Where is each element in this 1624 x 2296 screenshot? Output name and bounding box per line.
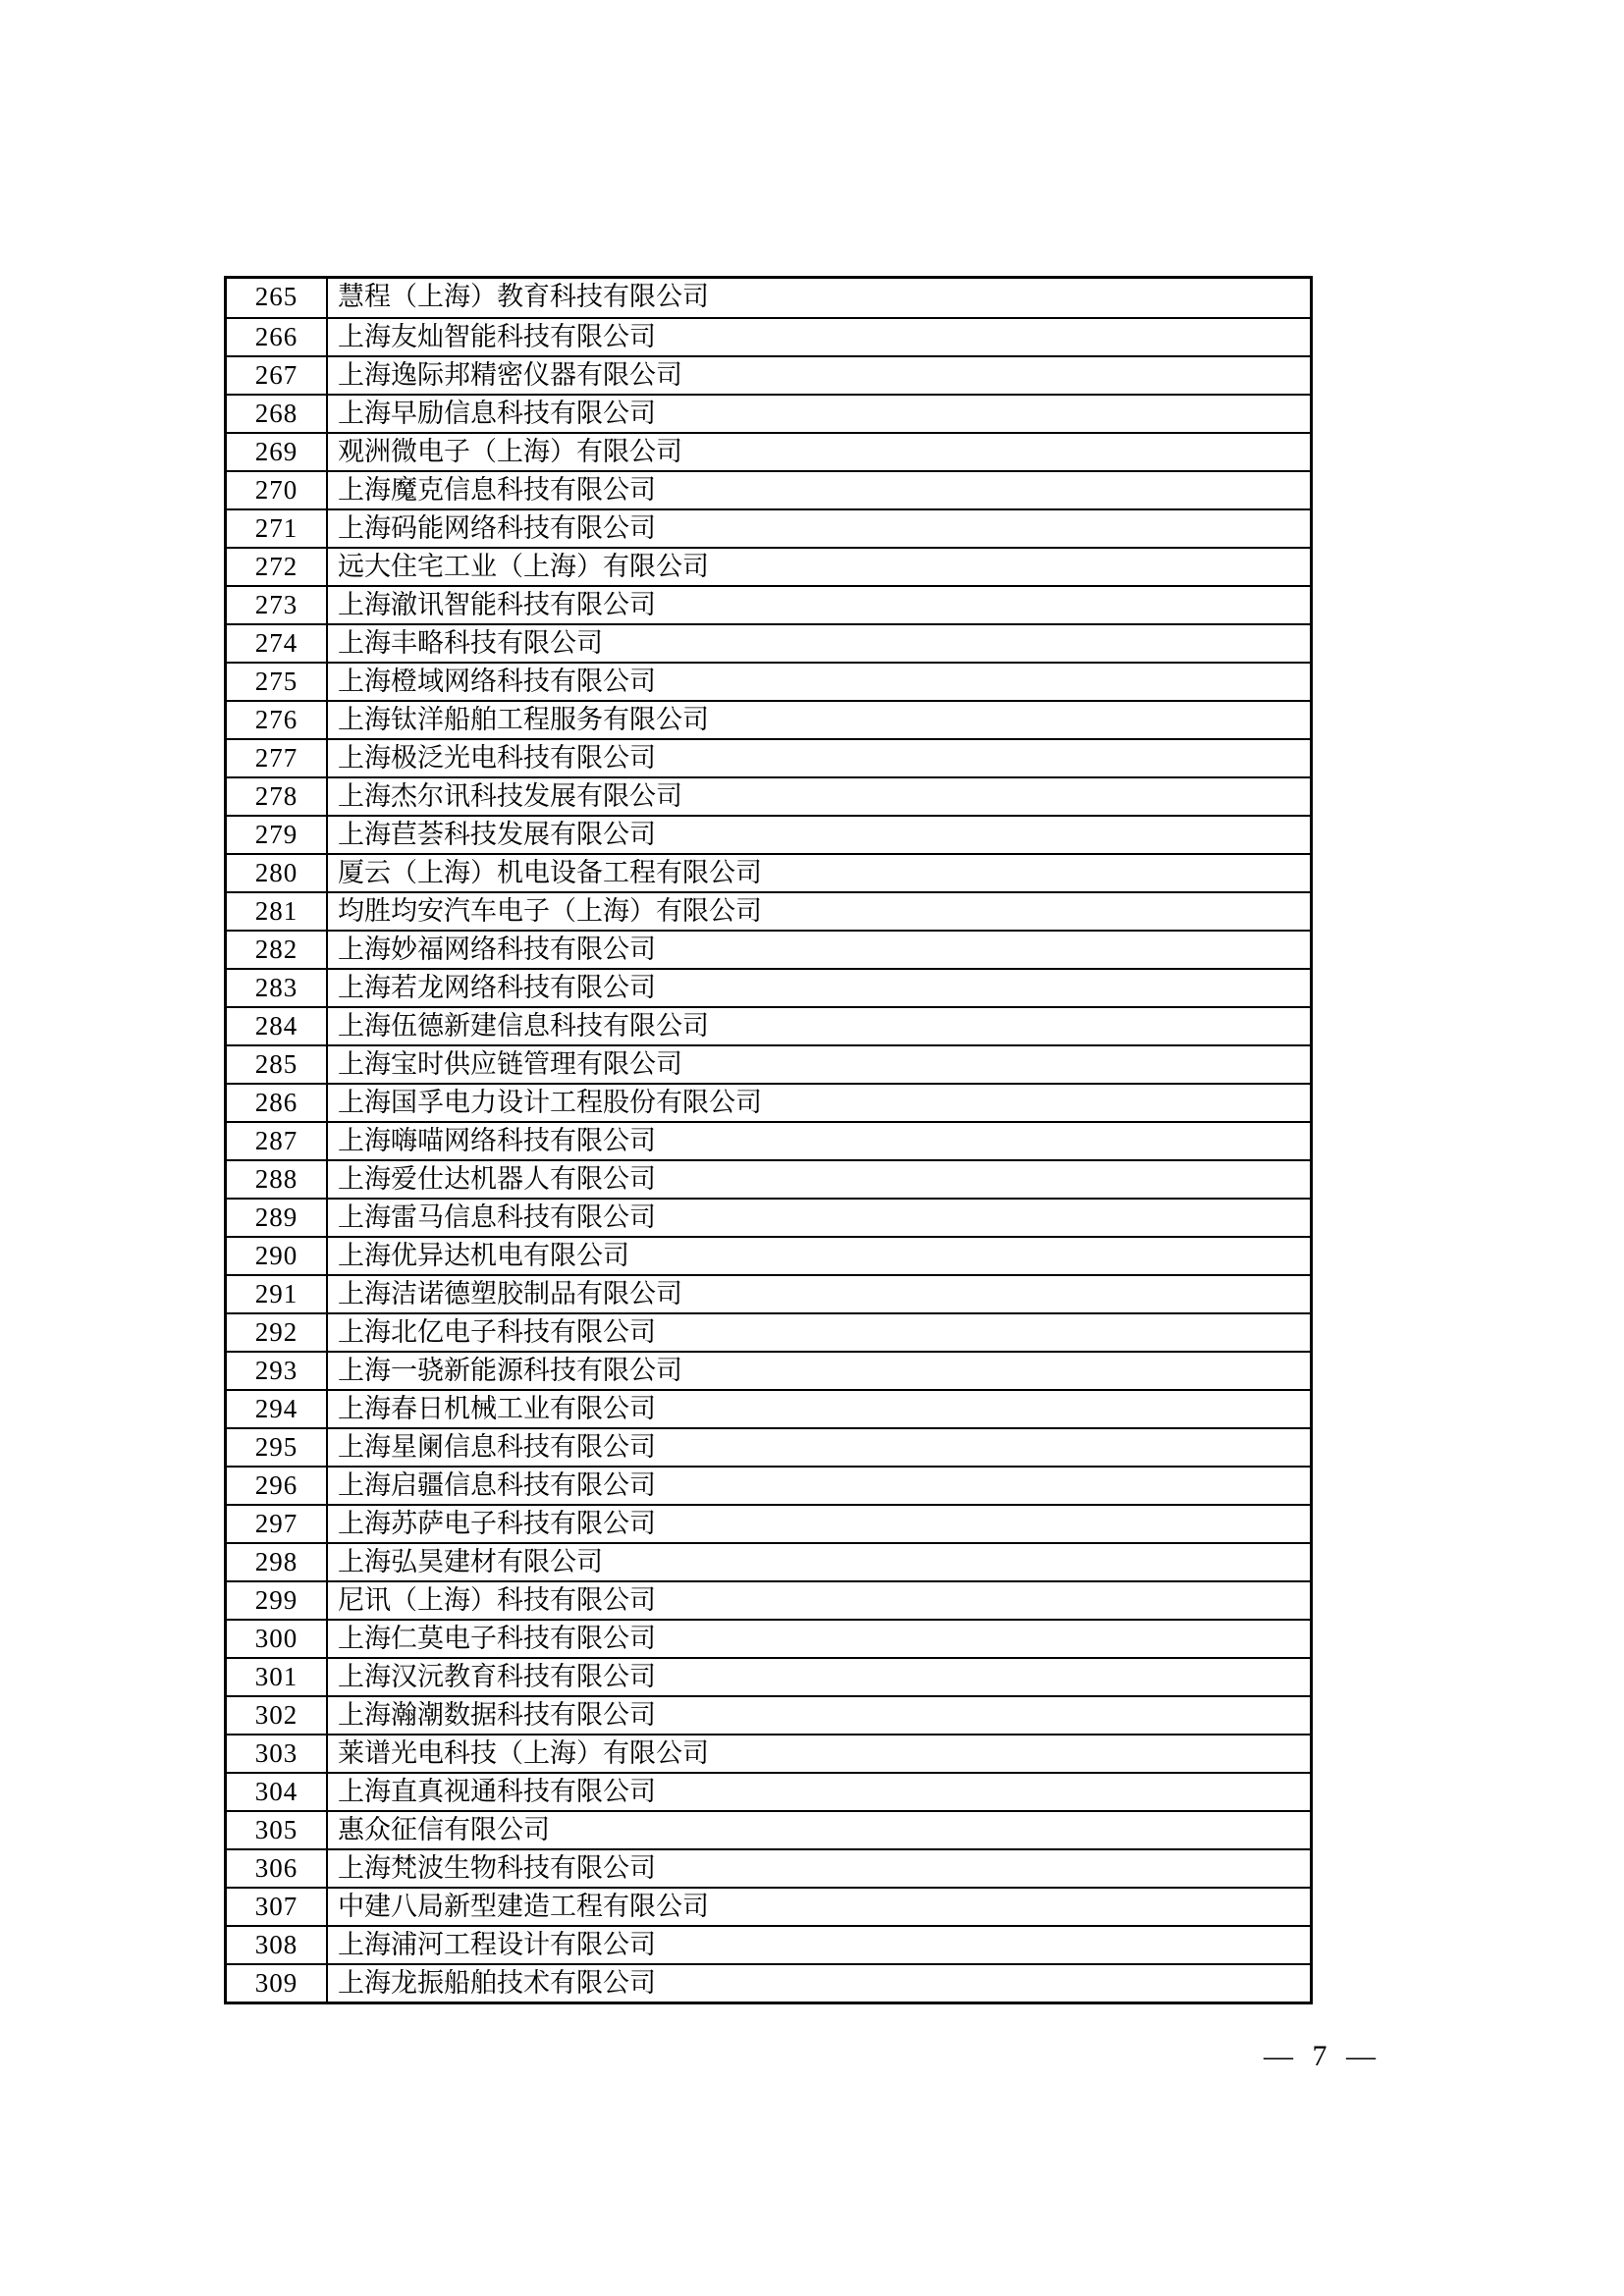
- company-name: 惠众征信有限公司: [338, 1815, 550, 1844]
- row-number: 282: [227, 932, 328, 968]
- company-name: 上海雷马信息科技有限公司: [338, 1202, 656, 1232]
- company-name: 上海弘昊建材有限公司: [338, 1547, 603, 1576]
- row-number: 309: [227, 1965, 328, 2002]
- row-number: 290: [227, 1238, 328, 1274]
- row-number: 291: [227, 1276, 328, 1312]
- table-row: [227, 1121, 1310, 1159]
- company-name: 上海梵波生物科技有限公司: [338, 1853, 656, 1883]
- table-row: [227, 432, 1310, 470]
- row-number: 267: [227, 357, 328, 394]
- table-row: [227, 1963, 1310, 2002]
- table-row: [227, 1887, 1310, 1925]
- table-row: [227, 1772, 1310, 1810]
- company-name: 上海洁诺德塑胶制品有限公司: [338, 1279, 682, 1308]
- row-number: 292: [227, 1314, 328, 1351]
- company-name: 上海国孚电力设计工程股份有限公司: [338, 1088, 762, 1117]
- company-name: 上海丰略科技有限公司: [338, 628, 603, 658]
- row-number: 299: [227, 1582, 328, 1619]
- table-row: [227, 547, 1310, 585]
- table-row: [227, 1006, 1310, 1044]
- company-name: 厦云（上海）机电设备工程有限公司: [338, 858, 762, 887]
- table-row: [227, 394, 1310, 432]
- table-row: [227, 1159, 1310, 1198]
- company-name: 上海妙福网络科技有限公司: [338, 934, 656, 964]
- row-number: 278: [227, 778, 328, 815]
- row-number: 288: [227, 1161, 328, 1198]
- row-number: 300: [227, 1621, 328, 1657]
- row-number: 304: [227, 1774, 328, 1810]
- row-number: 277: [227, 740, 328, 776]
- company-name: 上海苣荟科技发展有限公司: [338, 820, 656, 849]
- company-name: 上海嗨喵网络科技有限公司: [338, 1126, 656, 1155]
- table-row: [227, 1351, 1310, 1389]
- company-name: 远大住宅工业（上海）有限公司: [338, 552, 709, 581]
- table-row: [227, 1466, 1310, 1504]
- table-row: [227, 1389, 1310, 1427]
- table-row: [227, 585, 1310, 623]
- row-number: 295: [227, 1429, 328, 1466]
- table-row: [227, 1427, 1310, 1466]
- row-number: 306: [227, 1850, 328, 1887]
- row-number: 305: [227, 1812, 328, 1848]
- company-name: 上海仁莫电子科技有限公司: [338, 1624, 656, 1653]
- row-number: 301: [227, 1659, 328, 1695]
- row-number: 274: [227, 625, 328, 662]
- company-name: 上海北亿电子科技有限公司: [338, 1317, 656, 1347]
- table-row: [227, 662, 1310, 700]
- company-name: 上海码能网络科技有限公司: [338, 513, 656, 543]
- row-number: 266: [227, 319, 328, 355]
- table-row: [227, 930, 1310, 968]
- table-row: [227, 968, 1310, 1006]
- row-number: 280: [227, 855, 328, 891]
- row-number: 265: [227, 279, 328, 317]
- table-row: [227, 1504, 1310, 1542]
- table-row: [227, 776, 1310, 815]
- company-name: 上海伍德新建信息科技有限公司: [338, 1011, 709, 1041]
- table-row: [227, 738, 1310, 776]
- table-row: [227, 1542, 1310, 1580]
- row-number: 269: [227, 434, 328, 470]
- row-number: 303: [227, 1735, 328, 1772]
- company-name: 上海启疆信息科技有限公司: [338, 1470, 656, 1500]
- company-name: 上海早励信息科技有限公司: [338, 399, 656, 428]
- row-number: 271: [227, 510, 328, 547]
- table-row: [227, 1236, 1310, 1274]
- row-number: 296: [227, 1468, 328, 1504]
- row-number: 268: [227, 396, 328, 432]
- row-number: 283: [227, 970, 328, 1006]
- table-row: [227, 1810, 1310, 1848]
- company-name: 上海橙域网络科技有限公司: [338, 667, 656, 696]
- company-name: 尼讯（上海）科技有限公司: [338, 1585, 656, 1615]
- company-name: 观洲微电子（上海）有限公司: [338, 437, 682, 466]
- row-number: 307: [227, 1889, 328, 1925]
- company-name: 上海若龙网络科技有限公司: [338, 973, 656, 1002]
- table-row: [227, 815, 1310, 853]
- table-row: [227, 1198, 1310, 1236]
- row-number: 284: [227, 1008, 328, 1044]
- company-name: 上海龙振船舶技术有限公司: [338, 1968, 656, 1998]
- company-name: 上海宝时供应链管理有限公司: [338, 1049, 682, 1079]
- row-number: 285: [227, 1046, 328, 1083]
- row-number: 286: [227, 1085, 328, 1121]
- table-row: [227, 1734, 1310, 1772]
- table-row: [227, 891, 1310, 930]
- table-row: [227, 1848, 1310, 1887]
- company-name: 中建八局新型建造工程有限公司: [338, 1892, 709, 1921]
- row-number: 297: [227, 1506, 328, 1542]
- row-number: 281: [227, 893, 328, 930]
- table-row: [227, 1580, 1310, 1619]
- table-row: [227, 1925, 1310, 1963]
- company-name: 上海澈讯智能科技有限公司: [338, 590, 656, 619]
- row-number: 272: [227, 549, 328, 585]
- table-row: [227, 317, 1310, 355]
- company-name: 上海杰尔讯科技发展有限公司: [338, 781, 682, 811]
- company-name: 均胜均安汽车电子（上海）有限公司: [338, 896, 762, 926]
- company-name: 上海一骁新能源科技有限公司: [338, 1356, 682, 1385]
- company-name: 上海魔克信息科技有限公司: [338, 475, 656, 505]
- company-name: 莱谱光电科技（上海）有限公司: [338, 1738, 709, 1768]
- company-name: 上海汉沅教育科技有限公司: [338, 1662, 656, 1691]
- company-name: 上海逸际邦精密仪器有限公司: [338, 360, 682, 390]
- company-name: 上海直真视通科技有限公司: [338, 1777, 656, 1806]
- company-name: 上海春日机械工业有限公司: [338, 1394, 656, 1423]
- company-name: 上海优异达机电有限公司: [338, 1241, 629, 1270]
- row-number: 276: [227, 702, 328, 738]
- table-row: [227, 1619, 1310, 1657]
- row-number: 279: [227, 817, 328, 853]
- company-table: [224, 276, 1313, 2004]
- table-row: [227, 1657, 1310, 1695]
- company-name: 慧程（上海）教育科技有限公司: [338, 282, 709, 311]
- table-row: [227, 279, 1310, 317]
- table-row: [227, 1695, 1310, 1734]
- company-name: 上海钛洋船舶工程服务有限公司: [338, 705, 709, 734]
- table-row: [227, 700, 1310, 738]
- company-name: 上海星阑信息科技有限公司: [338, 1432, 656, 1462]
- company-name: 上海浦河工程设计有限公司: [338, 1930, 656, 1959]
- company-name: 上海爱仕达机器人有限公司: [338, 1164, 656, 1194]
- table-row: [227, 470, 1310, 508]
- row-number: 289: [227, 1200, 328, 1236]
- page-number: — 7 —: [1264, 2040, 1381, 2072]
- company-name: 上海苏萨电子科技有限公司: [338, 1509, 656, 1538]
- company-name: 上海友灿智能科技有限公司: [338, 322, 656, 351]
- table-row: [227, 1274, 1310, 1312]
- table-row: [227, 853, 1310, 891]
- row-number: 308: [227, 1927, 328, 1963]
- row-number: 302: [227, 1697, 328, 1734]
- row-number: 270: [227, 472, 328, 508]
- table-row: [227, 508, 1310, 547]
- row-number: 294: [227, 1391, 328, 1427]
- table-row: [227, 355, 1310, 394]
- row-number: 298: [227, 1544, 328, 1580]
- table-row: [227, 1312, 1310, 1351]
- table-row: [227, 623, 1310, 662]
- table-row: [227, 1044, 1310, 1083]
- company-name: 上海瀚潮数据科技有限公司: [338, 1700, 656, 1730]
- table-row: [227, 1083, 1310, 1121]
- company-name: 上海极泛光电科技有限公司: [338, 743, 656, 773]
- row-number: 287: [227, 1123, 328, 1159]
- row-number: 273: [227, 587, 328, 623]
- row-number: 275: [227, 664, 328, 700]
- row-number: 293: [227, 1353, 328, 1389]
